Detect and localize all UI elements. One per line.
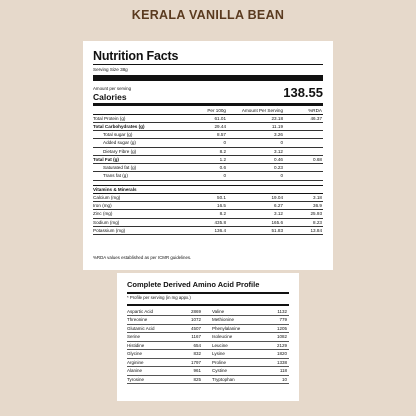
amino-acid-value: 1167 [179, 333, 203, 342]
amino-acid-name: Tryptophan [203, 375, 263, 384]
rule [127, 304, 289, 306]
per-serving-value: 11.19 [228, 122, 285, 130]
nutrient-label: Total Carbohydrates (g) [93, 122, 187, 130]
table-row [93, 226, 323, 234]
amino-acid-value: 2869 [179, 307, 203, 316]
table-row [93, 172, 323, 180]
amino-acid-name: Isoleucine [203, 333, 263, 342]
header-cell: Per 100g [187, 107, 228, 114]
table-row [127, 375, 289, 384]
amino-acid-panel [117, 273, 299, 401]
amino-acid-name: Leucine [203, 341, 263, 350]
nutrient-label: Total Fat (g) [93, 155, 187, 163]
mineral-label: Calcium (mg) [93, 193, 187, 201]
table-row [93, 114, 323, 122]
amino-acid-name: Serine [127, 333, 179, 342]
rda-value [285, 122, 323, 130]
nutrition-title: Nutrition Facts [93, 49, 179, 63]
rda-value [285, 131, 323, 139]
per-serving-value: 0.46 [228, 155, 285, 163]
per-100g-value: 0 [187, 139, 228, 147]
nutrient-label: Dietary Fibre (g) [93, 147, 187, 155]
rda-value: 3.18 [285, 193, 323, 201]
table-row [93, 202, 323, 210]
amino-acid-name: Histidine [127, 341, 179, 350]
table-row [93, 218, 323, 226]
amino-acid-value: 10 [263, 375, 289, 384]
per-100g-value: 136.4 [187, 226, 228, 234]
amino-acid-name: Alanine [127, 367, 179, 376]
serving-size: Serving Size 38g [93, 67, 128, 72]
table-row [127, 367, 289, 376]
rda-value: 46.37 [285, 114, 323, 122]
per-serving-value: 3.26 [228, 131, 285, 139]
amino-acid-name: Arginine [127, 358, 179, 367]
amino-acid-value: 1205 [263, 324, 289, 333]
per-serving-value: 19.04 [228, 193, 285, 201]
amino-acid-name: Lysine [203, 350, 263, 359]
rda-value [285, 139, 323, 147]
amino-acid-value: 1082 [263, 333, 289, 342]
amino-acid-name: Glycine [127, 350, 179, 359]
table-row [127, 350, 289, 359]
table-row [93, 164, 323, 172]
amino-acid-value: 825 [179, 375, 203, 384]
nutrient-label: Total Protein (g) [93, 114, 187, 122]
per-100g-value: 1.2 [187, 155, 228, 163]
table-row [93, 193, 323, 201]
mineral-label: Sodium (mg) [93, 218, 187, 226]
amino-acid-value: 1338 [263, 358, 289, 367]
per-100g-value: 8.2 [187, 147, 228, 155]
thick-rule [93, 75, 323, 81]
per-100g-value: 16.5 [187, 202, 228, 210]
amino-acid-name: Methionine [203, 316, 263, 325]
table-row [93, 139, 323, 147]
amino-title: Complete Derived Amino Acid Profile [127, 280, 260, 289]
per-100g-value: 0.6 [187, 164, 228, 172]
nutrient-label: Trans fat (g) [93, 172, 187, 180]
rda-footnote: %RDA values established as per ICMR guidelines. [93, 255, 192, 260]
page-title: KERALA VANILLA BEAN [131, 8, 285, 22]
table-row [127, 358, 289, 367]
rda-value [285, 147, 323, 155]
per-serving-value: 0 [228, 172, 285, 180]
amino-acid-value: 961 [179, 367, 203, 376]
header-cell [93, 107, 187, 114]
amino-acid-value: 779 [263, 316, 289, 325]
table-row [93, 155, 323, 163]
calories-value: 138.55 [283, 85, 323, 100]
table-row [127, 316, 289, 325]
amino-acid-value: 1820 [263, 350, 289, 359]
per-serving-value: 0.23 [228, 164, 285, 172]
per-100g-value: 435.8 [187, 218, 228, 226]
per-100g-value: 50.1 [187, 193, 228, 201]
amino-acid-name: Threonine [127, 316, 179, 325]
table-row [127, 307, 289, 316]
amino-acid-value: 1072 [179, 316, 203, 325]
thick-rule [93, 103, 323, 106]
nutrient-label: Total sugar (g) [93, 131, 187, 139]
mineral-label: Iron (mg) [93, 202, 187, 210]
amino-acid-value: 4507 [179, 324, 203, 333]
rule [93, 64, 323, 65]
per-serving-value: 165.6 [228, 218, 285, 226]
amount-per-serving-label: Amount per serving [93, 86, 132, 91]
amino-acid-name: Cystine [203, 367, 263, 376]
amino-acid-name: Aspartic Acid [127, 307, 179, 316]
header-cell: %RDA [285, 107, 323, 114]
amino-table [127, 307, 289, 384]
mineral-label: Potassium (mg) [93, 226, 187, 234]
amino-acid-name: Valine [203, 307, 263, 316]
amino-acid-value: 1797 [179, 358, 203, 367]
header-cell: Amount Per Serving [228, 107, 285, 114]
rda-value: 25.93 [285, 210, 323, 218]
per-serving-value: 3.12 [228, 147, 285, 155]
amino-acid-name: Tyrosine [127, 375, 179, 384]
amino-acid-value: 118 [263, 367, 289, 376]
calories-label: Calories [93, 92, 127, 102]
rda-value [285, 172, 323, 180]
per-100g-value: 8.57 [187, 131, 228, 139]
table-row [127, 324, 289, 333]
vitamins-section-row [93, 185, 323, 193]
per-serving-value: 51.83 [228, 226, 285, 234]
per-100g-value: 8.2 [187, 210, 228, 218]
vitamins-minerals-label: Vitamins & Minerals [93, 185, 323, 193]
rda-value: 0.68 [285, 155, 323, 163]
rda-value: 8.23 [285, 218, 323, 226]
table-row [127, 341, 289, 350]
table-row [127, 333, 289, 342]
amino-acid-name: Proline [203, 358, 263, 367]
per-serving-value: 0 [228, 139, 285, 147]
per-100g-value: 0 [187, 172, 228, 180]
amino-acid-value: 2129 [263, 341, 289, 350]
table-row [93, 131, 323, 139]
per-100g-value: 61.01 [187, 114, 228, 122]
rda-value: 36.9 [285, 202, 323, 210]
nutrient-label: Saturated fat (g) [93, 164, 187, 172]
amino-acid-value: 654 [179, 341, 203, 350]
per-serving-value: 23.18 [228, 114, 285, 122]
per-100g-value: 29.44 [187, 122, 228, 130]
rule [127, 292, 289, 294]
amino-acid-name: Phenylalanine [203, 324, 263, 333]
table-row [93, 210, 323, 218]
nutrition-facts-panel [83, 41, 333, 270]
table-header-row [93, 107, 323, 114]
per-serving-value: 6.27 [228, 202, 285, 210]
per-serving-value: 3.12 [228, 210, 285, 218]
nutrient-label: Added sugar (g) [93, 139, 187, 147]
amino-acid-value: 832 [179, 350, 203, 359]
table-row [93, 147, 323, 155]
amino-acid-name: Glutamic Acid [127, 324, 179, 333]
amino-acid-value: 1132 [263, 307, 289, 316]
amino-note: * Profile per serving (in mg appx.) [127, 295, 191, 300]
table-row [93, 122, 323, 130]
rda-value: 13.84 [285, 226, 323, 234]
mineral-label: Zinc (mg) [93, 210, 187, 218]
nutrition-table [93, 107, 323, 235]
rda-value [285, 164, 323, 172]
